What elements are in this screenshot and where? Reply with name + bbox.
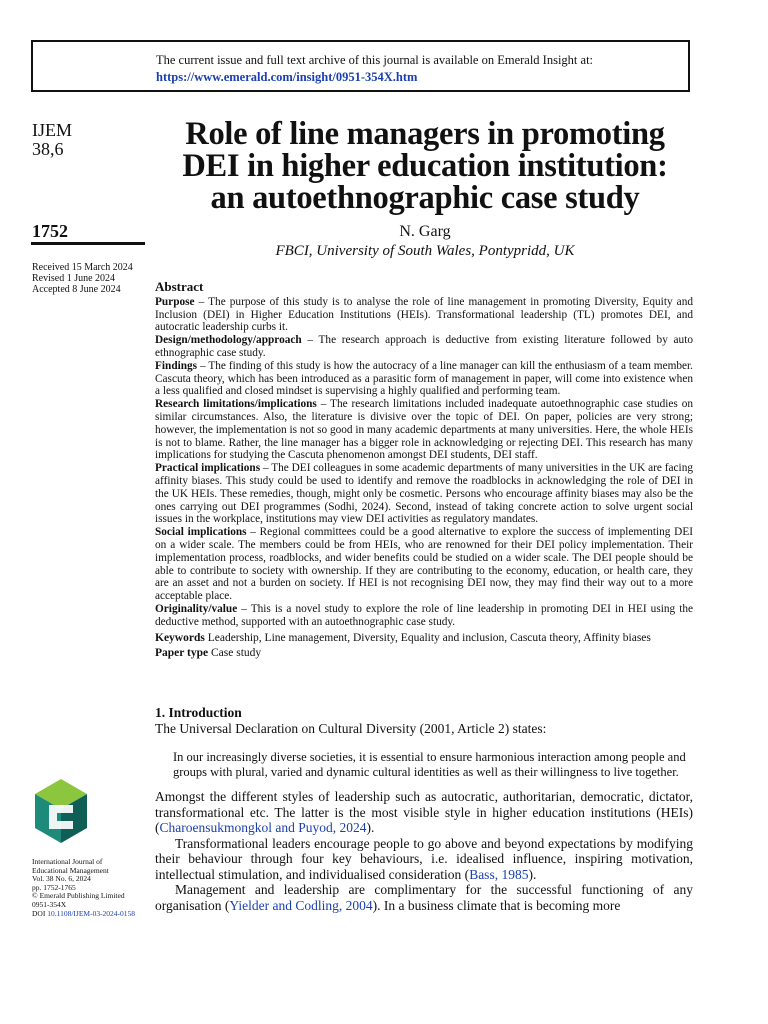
volume-issue: 38,6 [32,139,64,159]
abstract-practical [155,462,693,526]
volume-line: Vol. 38 No. 6, 2024 [32,874,91,884]
issn-line: 0951-354X [32,899,67,909]
emerald-logo-icon [31,777,91,845]
journal-availability-box [31,40,690,92]
copyright-line: © Emerald Publishing Limited [32,891,125,901]
limitations-text: – The research limitations included inadequate autoethnographic case studies on similar circumstances. Also, the literature is divisive over the topic of DEI. On paper, policies are very strong; however, the implementation is not so good in many academic departments at many universities. Here, the whole HEIs is not to blame. Rather, the line manager has a bigger role in acknowledging or rejecting DEI. This research has many implications for studying the Cascuta phenomenon amongst DEI students, DEI staff. [155,398,693,462]
title-line-2: DEI in higher education institution: [182,148,668,184]
intro-blockquote: In our increasingly diverse societies, it is essential to ensure harmonious interaction among people and groups with plural, varied and dynamic cultural identities as well as their willingness to live together. [173,750,686,779]
availability-text: The current issue and full text archive of this journal is available on Emerald Insight at: [156,53,594,67]
abstract-social [155,526,693,603]
author-affiliation: FBCI, University of South Wales, Pontypridd, UK [275,243,575,259]
article-title [155,118,695,214]
journal-url-link[interactable]: https://www.emerald.com/insight/0951-354X.htm [156,70,418,84]
author-name: N. Garg [399,223,451,240]
findings-label: Findings [155,359,198,372]
revised-date: Revised 1 June 2024 [32,273,116,284]
social-text: – Regional committees could be a good alternative to explore the success of implementing DEI on a wider scale. The members could be from HEIs, who are renowned for their DEI policy implementation. Their implementation process, roadblocks, and wider benefits could be studied on a wider scale. The DEI people should be able to contribute to society with ownership. If they are contributing to the economy, education, or health care, they are an asset and not a burden on society. If HEI is not recognising DEI now, they may find their way out to a more acceptable place. [155,526,693,603]
p2-text: Amongst the different styles of leadership such as autocratic, authoritarian, democratic, dictator, transformational etc. The latter is the most visible style in higher education institutions (HEIs) ( [155,789,693,835]
design-text: – The research approach is deductive from existing literature followed by auto ethnographic case study. [155,334,693,359]
introduction-section [155,705,693,913]
title-line-3: an autoethnographic case study [210,180,640,216]
doi-link[interactable]: 10.1108/IJEM-03-2024-0158 [47,908,136,918]
article-dates [32,262,133,295]
p3-text: Transformational leaders encourage people to go above and beyond expectations by modifying their behaviour through four key behaviours, i.e. idealised influence, inspiring motivation, intellectual stimulation, and individualised consideration ( [155,835,693,882]
citation-charoensukmongkol[interactable]: Charoensukmongkol and Puyod, 2024 [159,820,367,835]
p4-text: Management and leadership are complimentary for the successful functioning of any organisation ( [155,882,693,913]
p4-end: ). In a business climate that is becoming more [372,897,621,913]
practical-text: – The DEI colleagues in some academic departments of many universities in the UK are facing affinity biases. This study could be used to identify and remove the roadblocks in acknowledging the role of DEI in the UK HEIs. These remedies, though, might only be cosmetic. Persons who encourage affinity biases may also be the ones carrying out DEI programmes (Sodhi, 2024). Second, instead of taking concrete action to solve urgent social issues in the workplace, institutions may view DEI activities as regulatory mandates. [155,462,693,526]
abstract-purpose [155,296,693,334]
intro-paragraph-4 [155,882,693,913]
purpose-label: Purpose [155,295,195,308]
abstract-design [155,334,693,360]
accepted-date: Accepted 8 June 2024 [32,284,121,295]
page-number: 1752 [32,221,68,241]
doi-label: DOI [32,908,48,918]
keywords-text: Leadership, Line management, Diversity, Equality and inclusion, Cascuta theory, Affinity biases [204,631,651,644]
originality-label: Originality/value [155,602,238,615]
abstract-paper-type [155,647,693,660]
title-line-1: Role of line managers in promoting [185,116,665,152]
abstract-findings [155,360,693,398]
abstract-heading: Abstract [155,279,204,294]
journal-code [32,121,72,159]
findings-text: – The finding of this study is how the autocracy of a line manager can kill the enthusiasm of a team member. Cascuta theory, which has been introduced as a parasitic form of management in paper, will come into existence when a less qualified and closed mindset is supervising a highly qualified and performing team. [155,359,693,398]
intro-paragraph-2 [155,789,693,836]
limitations-label: Research limitations/implications [155,398,317,411]
keywords-label: Keywords [155,631,205,644]
originality-text: – This is a novel study to explore the role of line leadership in promoting DEI in HEI using the deductive method, supported with an autoethnographic case study. [155,602,693,628]
p3-end: ). [528,866,537,882]
paper-type-label: Paper type [155,647,209,660]
citation-bass[interactable]: Bass, 1985 [469,866,529,882]
purpose-text: – The purpose of this study is to analyse the role of line management in promoting Diversity, Equity and Inclusion (DEI) in Higher Education Institutions (HEIs). Transformational leadership (TL) promotes DEI, and autocratic leadership curbs it. [155,295,693,334]
intro-paragraph-1: The Universal Declaration on Cultural Diversity (2001, Article 2) states: [155,720,547,736]
practical-label: Practical implications [155,462,261,475]
abstract-section [155,281,693,660]
intro-paragraph-3 [155,836,693,883]
abstract-originality [155,603,693,629]
page-number-rule [31,242,145,245]
journal-abbrev: IJEM [32,120,72,140]
design-label: Design/methodology/approach [155,334,302,347]
abstract-keywords [155,632,693,645]
social-label: Social implications [155,526,247,539]
introduction-heading: 1. Introduction [155,705,242,720]
p2-end: ). [366,820,375,835]
citation-yielder[interactable]: Yielder and Codling, 2004 [229,897,373,913]
pages-line: pp. 1752-1765 [32,882,76,892]
abstract-limitations [155,398,693,462]
received-date: Received 15 March 2024 [32,262,133,273]
journal-name-line-1: International Journal of [32,857,103,866]
journal-citation-info [32,858,135,918]
doi-line [32,910,135,919]
journal-name-line-2: Educational Management [32,865,109,875]
paper-type-text: Case study [208,647,262,660]
